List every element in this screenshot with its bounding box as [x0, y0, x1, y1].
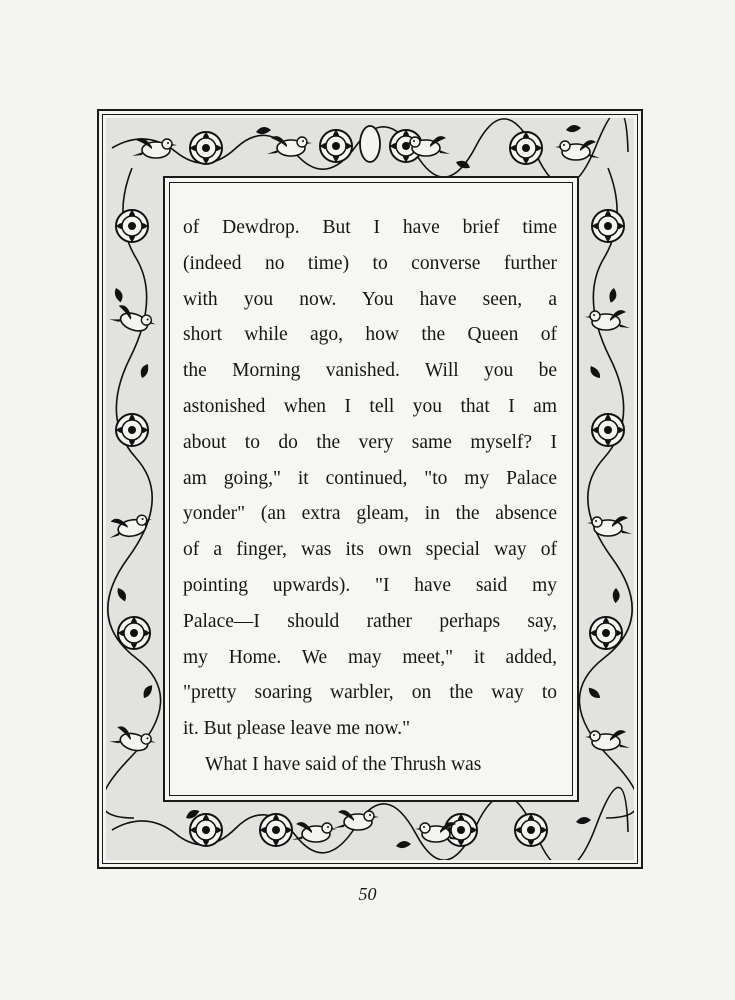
body-text — [183, 210, 557, 783]
text-line: Palace—I should rather perhaps say, — [183, 610, 557, 632]
page-number: 50 — [358, 884, 377, 904]
text-line: my Home. We may meet," it added, — [183, 646, 557, 668]
text-line: short while ago, how the Queen of — [183, 324, 557, 346]
text-line: of a finger, was its own special way of — [183, 539, 557, 561]
text-line: am going," it continued, "to my Palace — [183, 467, 557, 489]
text-line: What I have said of the Thrush was — [205, 753, 482, 775]
text-line: (indeed no time) to converse further — [183, 252, 557, 274]
text-line: with you now. You have seen, a — [183, 288, 557, 310]
text-line: astonished when I tell you that I am — [183, 395, 557, 417]
text-line: of Dewdrop. But I have brief time — [183, 217, 557, 238]
text-line: the Morning vanished. Will you be — [183, 360, 557, 382]
text-line: pointing upwards). "I have said my — [183, 574, 557, 596]
text-line: yonder" (an extra gleam, in the absence — [183, 503, 557, 525]
text-line: about to do the very same myself? I — [183, 431, 557, 453]
text-line: it. But please leave me now." — [183, 718, 411, 740]
text-line: "pretty soaring warbler, on the way to — [183, 682, 557, 704]
